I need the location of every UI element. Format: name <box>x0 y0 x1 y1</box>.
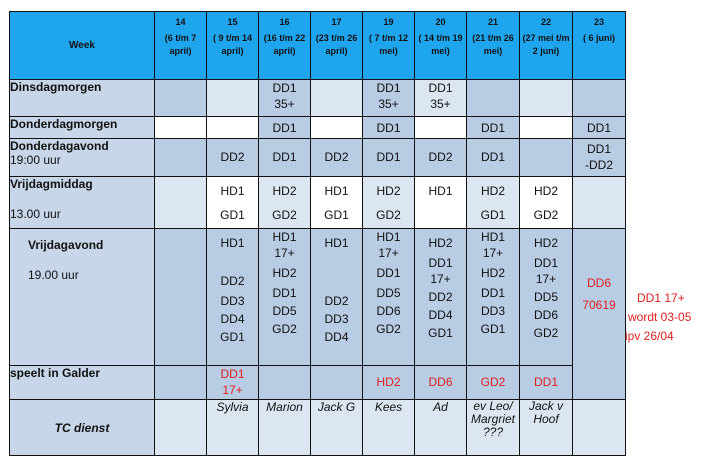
row-label-donderdagmorgen: Donderdagmorgen <box>10 117 155 139</box>
cell: HD2 DD1 17+ DD5 DD6 GD2 <box>520 229 573 366</box>
row-label-tc-dienst: TC dienst <box>10 400 155 456</box>
week-19-header: 19 ( 7 t/m 12 mei) <box>363 12 415 80</box>
cell: HD1 17+ DD1 DD5 DD6 GD2 <box>363 229 415 366</box>
cell <box>573 177 626 229</box>
row-label-vrijdagavond: Vrijdagavond 19.00 uur <box>10 229 155 366</box>
row-dinsdagmorgen <box>10 80 626 117</box>
row-label-vrijdagmiddag: Vrijdagmiddag 13.00 uur <box>10 177 155 229</box>
cell <box>415 117 467 139</box>
cell: DD1 <box>259 117 311 139</box>
cell <box>467 80 520 117</box>
cell: HD1 GD1 <box>207 177 259 229</box>
cell: DD1 <box>363 117 415 139</box>
row-vrijdagavond <box>10 229 626 366</box>
cell: DD1 <box>520 366 573 400</box>
cell: HD2 GD1 <box>467 177 520 229</box>
row-vrijdagmiddag <box>10 177 626 229</box>
note-line: DD1 17+ <box>637 291 685 305</box>
row-tc-dienst <box>10 400 626 456</box>
week-14-header: 14 (6 t/m 7 april) <box>155 12 207 80</box>
week-16-header: 16 (16 t/m 22 april) <box>259 12 311 80</box>
cell <box>155 80 207 117</box>
cell: HD2 GD2 <box>520 177 573 229</box>
cell: DD1 <box>259 139 311 177</box>
cell <box>155 177 207 229</box>
cell: HD2 GD2 <box>259 177 311 229</box>
cell: DD1 -DD2 <box>573 139 626 177</box>
cell: DD1 17+ <box>207 366 259 400</box>
cell: Marion <box>259 400 311 456</box>
cell <box>520 139 573 177</box>
cell <box>155 139 207 177</box>
side-note <box>625 289 704 346</box>
cell: GD2 <box>467 366 520 400</box>
cell: DD2 <box>415 139 467 177</box>
cell <box>155 366 207 400</box>
cell: HD1 17+ HD2 DD1 DD5 GD2 <box>259 229 311 366</box>
cell <box>311 366 363 400</box>
cell: DD1 <box>467 117 520 139</box>
cell: Kees <box>363 400 415 456</box>
cell: DD2 <box>207 139 259 177</box>
week-17-header: 17 (23 t/m 26 april) <box>311 12 363 80</box>
cell <box>573 80 626 117</box>
cell <box>520 80 573 117</box>
cell: DD6 70619 <box>573 229 626 400</box>
cell <box>311 117 363 139</box>
cell: HD1 17+ HD2 DD1 DD3 GD1 <box>467 229 520 366</box>
cell <box>207 80 259 117</box>
cell: Ad <box>415 400 467 456</box>
week-21-header: 21 (21 t/m 26 mei) <box>467 12 520 80</box>
cell: HD1 GD1 <box>311 177 363 229</box>
cell <box>520 117 573 139</box>
row-donderdagmorgen <box>10 117 626 139</box>
schedule-table <box>9 11 626 456</box>
cell: HD2 DD1 17+ DD2 DD4 GD1 <box>415 229 467 366</box>
week-20-header: 20 ( 14 t/m 19 mei) <box>415 12 467 80</box>
cell: DD1 35+ <box>363 80 415 117</box>
cell: DD1 <box>573 117 626 139</box>
cell <box>155 229 207 366</box>
cell: DD1 35+ <box>415 80 467 117</box>
row-donderdagavond <box>10 139 626 177</box>
cell: DD1 35+ <box>259 80 311 117</box>
header-row <box>10 12 626 80</box>
week-22-header: 22 (27 mei t/m 2 juni) <box>520 12 573 80</box>
row-label-dinsdagmorgen: Dinsdagmorgen <box>10 80 155 117</box>
week-15-header: 15 ( 9 t/m 14 april) <box>207 12 259 80</box>
cell: Jack v Hoof <box>520 400 573 456</box>
cell <box>259 366 311 400</box>
row-label-donderdagavond: Donderdagavond 19:00 uur <box>10 139 155 177</box>
cell <box>155 117 207 139</box>
cell: Jack G <box>311 400 363 456</box>
cell: ev Leo/ Margriet ??? <box>467 400 520 456</box>
note-line: ipv 26/04 <box>625 329 674 343</box>
cell <box>207 117 259 139</box>
note-line: wordt 03-05 <box>628 310 692 324</box>
cell: Sylvia <box>207 400 259 456</box>
cell: HD1 DD2 DD3 DD4 GD1 <box>207 229 259 366</box>
week-label: Week <box>10 12 155 80</box>
cell: HD1 DD2 DD3 DD4 <box>311 229 363 366</box>
week-23-header: 23 ( 6 juni) <box>573 12 626 80</box>
cell <box>311 80 363 117</box>
row-label-galder: speelt in Galder <box>10 366 155 400</box>
cell: DD2 <box>311 139 363 177</box>
cell: DD6 <box>415 366 467 400</box>
cell: HD2 <box>363 366 415 400</box>
cell: HD2 GD2 <box>363 177 415 229</box>
cell <box>155 400 207 456</box>
cell: DD1 <box>363 139 415 177</box>
cell <box>573 400 626 456</box>
row-galder <box>10 366 626 400</box>
cell: HD1 <box>415 177 467 229</box>
cell: DD1 <box>467 139 520 177</box>
